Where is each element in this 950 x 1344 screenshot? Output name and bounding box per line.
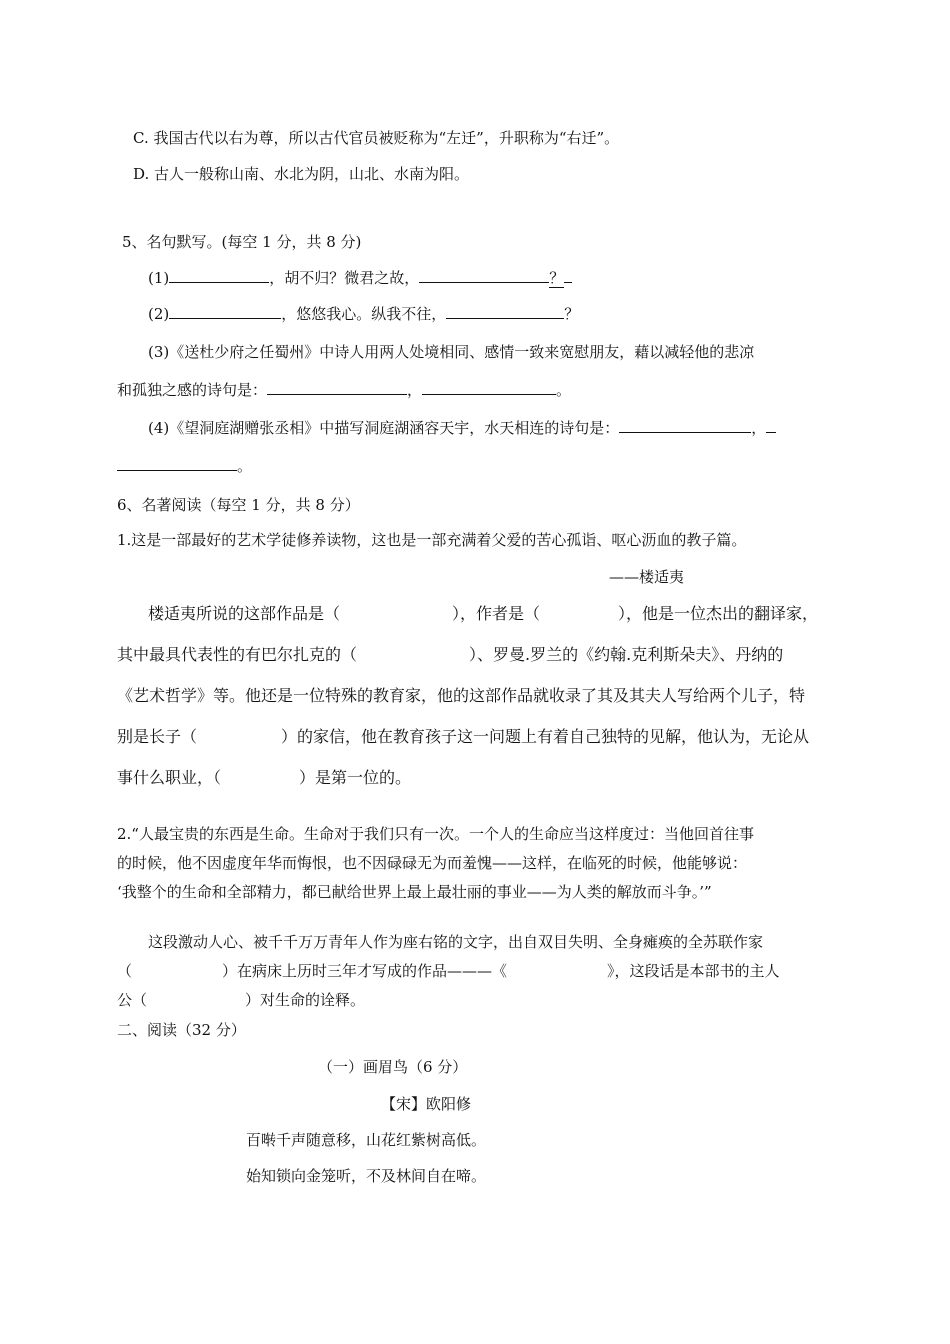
blank[interactable] (766, 418, 776, 433)
q6-p2-line-1: 2.“人最宝贵的东西是生命。生命对于我们只有一次。一个人的生命应当这样度过：当他回首往事 (117, 825, 754, 843)
text: ）在病床上历时三年才写成的作品———《 (222, 962, 508, 980)
q5-l4-text: (4)《望洞庭湖赠张丞相》中描写洞庭湖涵容天宇，水天相连的诗句是： (148, 419, 620, 437)
text: ），作者是（ (452, 604, 541, 623)
blank[interactable] (267, 380, 407, 395)
q5-l2-end: ？ (564, 305, 580, 323)
text: 》，这段话是本部书的主人 (607, 962, 780, 980)
q5-title: 5、名句默写。(每空 1 分，共 8 分) (122, 233, 362, 251)
q5-l2-text: ，悠悠我心。纵我不往， (281, 305, 447, 323)
q6-p1-line-2 (117, 645, 783, 665)
blank[interactable] (117, 456, 237, 471)
q5-line-4a (148, 418, 776, 438)
poem-title: （一）画眉鸟（6 分） (318, 1058, 468, 1076)
q5-l2-num: (2) (148, 305, 170, 323)
q5-l1-num: (1) (148, 269, 170, 287)
q5-l4-end: 。 (237, 457, 253, 475)
blank[interactable] (564, 268, 572, 283)
q5-l3-line-a: (3)《送杜少府之任蜀州》中诗人用两人处境相同、感情一致来宽慰朋友，藉以减轻他的悲凉 (148, 343, 755, 361)
q6-p1-quote: 1.这是一部最好的艺术学徒修养读物，这也是一部充满着父爱的苦心孤诣、呕心沥血的教子篇。 (117, 531, 747, 549)
q5-l4-comma: ， (751, 419, 767, 437)
q6-p2-line-6 (117, 990, 365, 1010)
text: ）是第一位的。 (299, 768, 412, 787)
text: ）的家信，他在教育孩子这一问题上有着自己独特的见解，他认为，无论从 (281, 727, 810, 746)
q6-p1-line-4 (117, 727, 809, 747)
blank[interactable] (169, 304, 281, 319)
text: ）、罗曼.罗兰的《约翰.克利斯朵夫》、丹纳的 (469, 645, 784, 664)
blank[interactable] (419, 268, 549, 283)
q6-p1-line-3: 《艺术哲学》等。他还是一位特殊的教育家，他的这部作品就收录了其及其夫人写给两个儿子，特 (117, 686, 806, 705)
q6-p1-line-1 (148, 604, 818, 624)
q6-p2-line-5 (117, 961, 780, 981)
poem-line-1: 百啭千声随意移，山花红紫树高低。 (246, 1131, 487, 1149)
text: 别是长子（ (117, 727, 198, 746)
text: （ (117, 962, 133, 980)
text: 事什么职业，（ (117, 768, 222, 787)
text: 公（ (117, 991, 148, 1009)
q5-line-3b (117, 380, 571, 400)
q5-line-2 (148, 304, 579, 324)
text: ），他是一位杰出的翻译家， (618, 604, 819, 623)
blank[interactable] (619, 418, 751, 433)
q6-p2-line-3: ‘我整个的生命和全部精力，都已献给世界上最上最壮丽的事业——为人类的解放而斗争。’” (117, 883, 712, 901)
q6-title: 6、名著阅读（每空 1 分，共 8 分） (117, 496, 360, 514)
q6-p1-attribution: ——楼适夷 (609, 568, 685, 586)
text: 楼适夷所说的这部作品是（ (148, 604, 341, 623)
q6-p1-line-5 (117, 768, 411, 788)
blank[interactable] (422, 380, 556, 395)
q6-p2-line-2: 的时候，他不因虚度年华而悔恨，也不因碌碌无为而羞愧——这样，在临死的时候，他能够说： (117, 854, 748, 872)
q5-l3-end: 。 (556, 381, 572, 399)
blank[interactable] (169, 268, 269, 283)
q5-l1-text: ，胡不归？微君之故， (269, 269, 420, 287)
q5-line-4b (117, 456, 252, 476)
option-d: D. 古人一般称山南、水北为阴，山北、水南为阳。 (133, 165, 470, 183)
poem-line-2: 始知锁向金笼听，不及林间自在啼。 (246, 1167, 487, 1185)
q5-l1-end: ？ (549, 269, 565, 287)
section-2-title: 二、阅读（32 分） (117, 1021, 246, 1039)
q6-p2-line-4: 这段激动人心、被千千万万青年人作为座右铭的文字，出自双目失明、全身瘫痪的全苏联作家 (148, 933, 764, 951)
text: 其中最具代表性的有巴尔扎克的（ (117, 645, 358, 664)
option-c: C. 我国古代以右为尊，所以古代官员被贬称为“左迁”，升职称为“右迁”。 (133, 129, 620, 147)
text: ）对生命的诠释。 (245, 991, 366, 1009)
blank[interactable] (446, 304, 564, 319)
q5-l3-text: 和孤独之感的诗句是： (117, 381, 268, 399)
q5-line-1 (148, 268, 572, 288)
q5-l3-comma: ， (407, 381, 423, 399)
poem-author: 【宋】欧阳修 (381, 1095, 472, 1113)
